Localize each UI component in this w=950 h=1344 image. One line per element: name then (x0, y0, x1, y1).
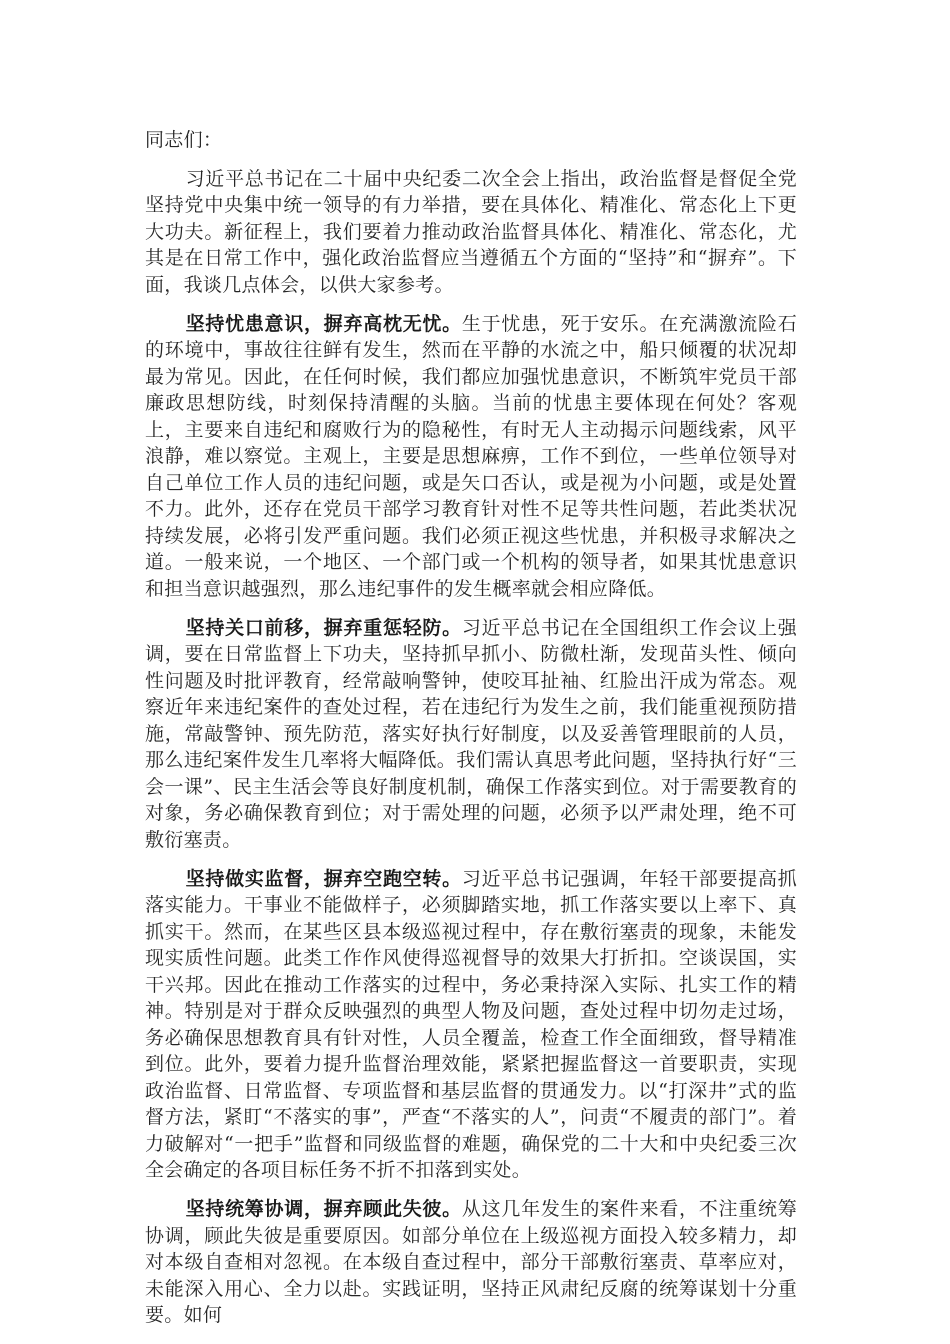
paragraph-coordination (145, 1196, 797, 1329)
paragraph-text: 生于忧患，死于安乐。在充满激流险石的环境中，事故往往鲜有发生，然而在平静的水流之中，船只倾覆的状况却最为常见。因此，在任何时候，我们都应加强忧患意识，不断筑牢党员干部廉政思想防线，时刻保持清醒的头脑。当前的忧患主要体现在何处？客观上，主要来自违纪和腐败行为的隐秘性，有时无人主动揭示问题线索，风平浪静，难以察觉。主观上，主要是思想麻痹，工作不到位，一些单位领导对自己单位工作人员的违纪问题，或是矢口否认，或是视为小问题，或是处置不力。此外，还存在党员干部学习教育针对性不足等共性问题，若此类状况持续发展，必将引发严重问题。我们必须正视这些忧患，并积极寻求解决之道。一般来说，一个地区、一个部门或一个机构的领导者，如果其忧患意识和担当意识越强烈，那么违纪事件的发生概率就会相应降低。 (145, 312, 797, 600)
paragraph-intro (145, 166, 797, 299)
paragraph-text: 习近平总书记强调，年轻干部要提高抓落实能力。干事业不能做样子，必须脚踏实地，抓工作落实要以上率下、真抓实干。然而，在某些区县本级巡视过程中，存在敷衍塞责的现象，未能发现实质性问题。此类工作作风使得巡视督导的效果大打折扣。空谈误国，实干兴邦。因此在推动工作落实的过程中，务必秉持深入实际、扎实工作的精神。特别是对于群众反映强烈的典型人物及问题，查处过程中切勿走过场，务必确保思想教育具有针对性，人员全覆盖，检查工作全面细致，督导精准到位。此外，要着力提升监督治理效能，紧紧把握监督这一首要职责，实现政治监督、日常监督、专项监督和基层监督的贯通发力。以“打深井”式的监督方法，紧盯“不落实的事”，严查“不落实的人”，问责“不履责的部门”。着力破解对“一把手”监督和同级监督的难题，确保党的二十大和中央纪委三次全会确定的各项目标任务不折不扣落到实处。 (145, 867, 797, 1181)
paragraph-prevention (145, 615, 797, 854)
salutation: 同志们： (145, 129, 223, 151)
paragraph-heading: 坚持关口前移，摒弃重惩轻防。 (185, 616, 462, 639)
paragraph-vigilance (145, 311, 797, 603)
paragraph-supervision (145, 866, 797, 1184)
paragraph-heading: 坚持忧患意识，摒弃高枕无忧。 (185, 312, 462, 335)
paragraph-text: 习近平总书记在全国组织工作会议上强调，要在日常监督上下功夫，坚持抓早抓小、防微杜渐，发现苗头性、倾向性问题及时批评教育，经常敲响警钟，使咬耳扯袖、红脸出汗成为常态。观察近年来违纪案件的查处过程，若在违纪行为发生之前，我们能重视预防措施，常敲警钟、预先防范，落实好执行好制度，以及妥善管理眼前的人员，那么违纪案件发生几率将大幅降低。我们需认真思考此问题，坚持执行好“三会一课”、民主生活会等良好制度机制，确保工作落实到位。对于需要教育的对象，务必确保教育到位；对于需处理的问题，必须予以严肃处理，绝不可敷衍塞责。 (145, 616, 797, 851)
paragraph-text: 从这几年发生的案件来看，不注重统筹协调，顾此失彼是重要原因。如部分单位在上级巡视方面投入较多精力，却对本级自查相对忽视。在本级自查过程中，部分干部敷衍塞责、草率应对，未能深入用心、全力以赴。实践证明，坚持正风肃纪反腐的统筹谋划十分重要。如何 (145, 1198, 797, 1326)
paragraph-heading: 坚持做实监督，摒弃空跑空转。 (185, 867, 462, 890)
paragraph-heading: 坚持统筹协调，摒弃顾此失彼。 (185, 1198, 462, 1220)
document-page (145, 127, 797, 1341)
paragraph-text: 习近平总书记在二十届中央纪委二次全会上指出，政治监督是督促全党坚持党中央集中统一领导的有力举措，要在具体化、精准化、常态化上下更大功夫。新征程上，我们要着力推动政治监督具体化、精准化、常态化，尤其是在日常工作中，强化政治监督应当遵循五个方面的“坚持”和“摒弃”。下面，我谈几点体会，以供大家参考。 (145, 167, 797, 296)
